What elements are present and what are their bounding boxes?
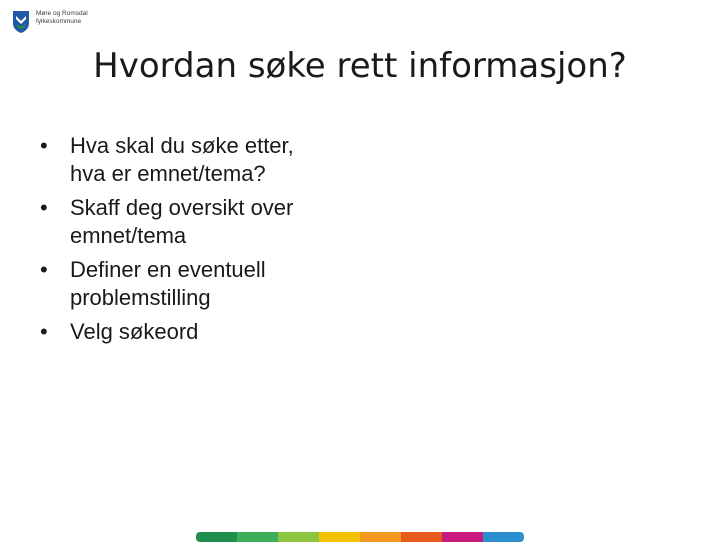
bullet-item: [40, 194, 400, 250]
bullet-item: [40, 256, 400, 312]
bullet-text-line1: Definer en eventuell: [70, 257, 266, 282]
bullet-text-line1: Velg søkeord: [70, 319, 199, 344]
bullet-point-icon: •: [40, 319, 48, 344]
bullet-text-line2: hva er emnet/tema?: [70, 161, 266, 186]
color-bar-segment: [442, 532, 483, 542]
bullet-list: [40, 132, 400, 352]
color-bar-segment: [483, 532, 524, 542]
bullet-text-line1: Hva skal du søke etter,: [70, 133, 294, 158]
logo-text: [36, 10, 96, 26]
logo-text-line2: fylkeskommune: [36, 18, 82, 25]
color-bar-segment: [401, 532, 442, 542]
organization-logo: [12, 10, 96, 34]
coat-of-arms-icon: [12, 10, 30, 34]
color-bar-segment: [196, 532, 237, 542]
bullet-point-icon: •: [40, 195, 48, 220]
bullet-point-icon: •: [40, 257, 48, 282]
logo-text-line1: Møre og Romsdal: [36, 10, 88, 17]
slide-title: Hvordan søke rett informasjon?: [93, 46, 627, 86]
color-bar-segment: [278, 532, 319, 542]
color-bar-segment: [319, 532, 360, 542]
decorative-color-bar: [196, 532, 524, 542]
bullet-text-line2: problemstilling: [70, 285, 211, 310]
color-bar-segment: [237, 532, 278, 542]
bullet-item: [40, 318, 400, 346]
color-bar-segment: [360, 532, 401, 542]
bullet-text-line1: Skaff deg oversikt over: [70, 195, 294, 220]
bullet-item: [40, 132, 400, 188]
bullet-text-line2: emnet/tema: [70, 223, 187, 248]
bullet-point-icon: •: [40, 133, 48, 158]
